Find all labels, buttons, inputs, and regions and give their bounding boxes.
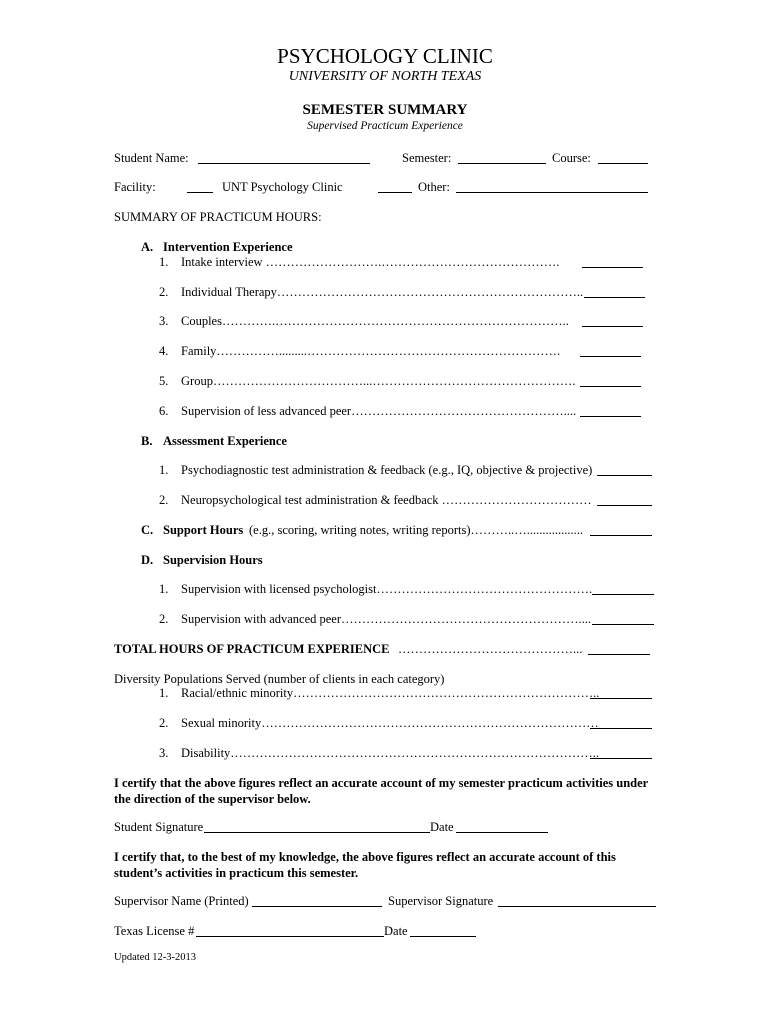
d2-hours-field[interactable] [592, 613, 654, 625]
student-cert-line2: the direction of the supervisor below. [114, 792, 311, 806]
a6-number: 6. [159, 404, 169, 418]
div3-number: 3. [159, 746, 169, 760]
student-date-label: Date [430, 820, 454, 834]
a5-label: Group………………………………...…………………………………………. [181, 374, 576, 388]
a6-hours-field[interactable] [580, 405, 641, 417]
facility-other-checkbox[interactable] [378, 181, 412, 193]
supervisor-date-field[interactable] [410, 925, 476, 937]
student-signature-field[interactable] [204, 821, 430, 833]
semester-label: Semester: [402, 151, 452, 165]
total-hours-label: TOTAL HOURS OF PRACTICUM EXPERIENCE [114, 642, 390, 656]
a2-label: Individual Therapy……………………………………………………………….. [181, 285, 584, 299]
student-name-label: Student Name: [114, 151, 189, 165]
supervisor-signature-label: Supervisor Signature [388, 894, 494, 908]
div2-label: Sexual minority……………………………………………………………………… [181, 716, 599, 730]
total-hours-field[interactable] [588, 643, 650, 655]
section-d-title: Supervision Hours [163, 553, 263, 567]
c-hours-field[interactable] [590, 524, 652, 536]
b2-hours-field[interactable] [597, 494, 652, 506]
d2-label: Supervision with advanced peer………………………………………………….... [181, 612, 592, 626]
div1-label: Racial/ethnic minority……………………………………………………………….. [181, 686, 600, 700]
section-c-letter: C. [141, 523, 154, 537]
a2-hours-field[interactable] [584, 286, 645, 298]
a4-label: Family…………….........……………………………………………………. [181, 344, 561, 358]
div2-number: 2. [159, 716, 169, 730]
facility-unt-checkbox[interactable] [187, 181, 213, 193]
texas-license-field[interactable] [196, 925, 384, 937]
div3-label: Disability…………………………………………………………………………….. [181, 746, 600, 760]
section-c-detail: (e.g., scoring, writing notes, writing reports)………..….................. [249, 523, 583, 537]
disability-field[interactable] [590, 747, 652, 759]
facility-label: Facility: [114, 180, 156, 194]
clinic-title: PSYCHOLOGY CLINIC [277, 44, 493, 68]
b2-label: Neuropsychological test administration & feedback ……………………………… [181, 493, 592, 507]
a1-label: Intake interview ……………………….……………………………………. [181, 255, 560, 269]
a5-number: 5. [159, 374, 169, 388]
diversity-heading: Diversity Populations Served (number of clients in each category) [114, 672, 445, 686]
updated-date: Updated 12-3-2013 [114, 952, 196, 963]
a4-number: 4. [159, 344, 169, 358]
facility-unt-label: UNT Psychology Clinic [222, 180, 343, 194]
b1-label: Psychodiagnostic test administration & feedback (e.g., IQ, objective & projective) [181, 463, 593, 477]
section-c-title: Support Hours [163, 523, 244, 537]
b1-number: 1. [159, 463, 169, 477]
section-b-title: Assessment Experience [163, 434, 287, 448]
div1-number: 1. [159, 686, 169, 700]
sexual-minority-field[interactable] [590, 717, 652, 729]
texas-license-label: Texas License # [114, 924, 195, 938]
course-label: Course: [552, 151, 591, 165]
a1-hours-field[interactable] [582, 256, 643, 268]
racial-minority-field[interactable] [590, 687, 652, 699]
course-field[interactable] [598, 152, 648, 164]
supervisor-cert-line2: student’s activities in practicum this semester. [114, 866, 359, 880]
summary-heading: SUMMARY OF PRACTICUM HOURS: [114, 210, 322, 224]
a3-number: 3. [159, 314, 169, 328]
form-subtitle: Supervised Practicum Experience [307, 120, 463, 132]
supervisor-signature-field[interactable] [498, 895, 656, 907]
student-name-field[interactable] [198, 152, 370, 164]
a3-hours-field[interactable] [582, 315, 643, 327]
supervisor-name-label: Supervisor Name (Printed) [114, 894, 249, 908]
form-title: SEMESTER SUMMARY [302, 102, 468, 118]
a2-number: 2. [159, 285, 169, 299]
section-a-letter: A. [141, 240, 154, 254]
supervisor-name-field[interactable] [252, 895, 382, 907]
a5-hours-field[interactable] [580, 375, 641, 387]
d1-hours-field[interactable] [592, 583, 654, 595]
facility-other-field[interactable] [456, 181, 648, 193]
a1-number: 1. [159, 255, 169, 269]
supervisor-cert-line1: I certify that, to the best of my knowledge, the above figures reflect an accurate account of this [114, 850, 616, 864]
a4-hours-field[interactable] [580, 345, 641, 357]
supervisor-date-label: Date [384, 924, 408, 938]
student-signature-label: Student Signature [114, 820, 204, 834]
semester-field[interactable] [458, 152, 546, 164]
facility-other-label: Other: [418, 180, 450, 194]
d1-label: Supervision with licensed psychologist……………………………………………. [181, 582, 593, 596]
a3-label: Couples………….…………………………………………………………….. [181, 314, 569, 328]
student-date-field[interactable] [456, 821, 548, 833]
d2-number: 2. [159, 612, 169, 626]
section-a-title: Intervention Experience [163, 240, 293, 254]
university-subtitle: UNIVERSITY OF NORTH TEXAS [288, 69, 482, 84]
section-d-letter: D. [141, 553, 154, 567]
student-cert-line1: I certify that the above figures reflect an accurate account of my semester practicum activities under [114, 776, 649, 790]
b2-number: 2. [159, 493, 169, 507]
b1-hours-field[interactable] [597, 464, 652, 476]
section-b-letter: B. [141, 434, 153, 448]
d1-number: 1. [159, 582, 169, 596]
a6-label: Supervision of less advanced peer…………………………………………….... [181, 404, 577, 418]
total-hours-dots: ……………………………………... [398, 642, 583, 656]
